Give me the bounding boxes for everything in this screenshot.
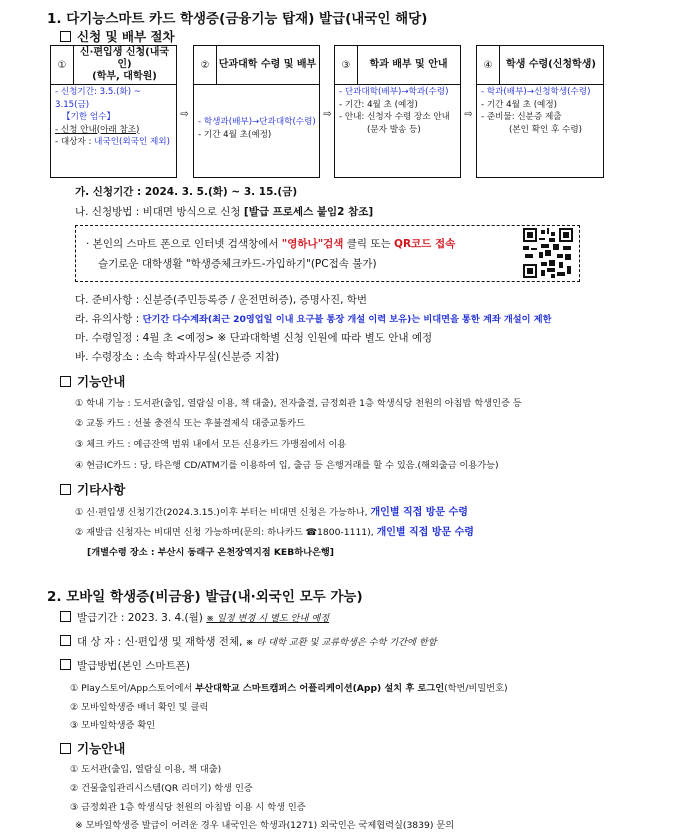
step-box-4 <box>476 45 604 178</box>
process-ref: [발급 프로세스 붙임2 참조] <box>243 206 374 218</box>
checkbox-icon <box>60 635 71 646</box>
step-box-3 <box>334 45 461 178</box>
other-item: ② 재발급 신청자는 비대면 신청 가능하며(문의: 하나카드 ☎1800-1111), 개인별 직접 방문 수령 <box>75 527 474 538</box>
process-heading <box>60 27 175 45</box>
item-na: 나. 신청방법 : 비대면 방식으로 신청 [발급 프로세스 붙임2 참조] <box>75 206 374 218</box>
s2-feature-item: ② 건물출입관리시스템(QR 리더기) 학생 인증 <box>70 783 253 794</box>
s2-feature-item: ③ 금정회관 1층 학생식당 천원의 아침밥 이용 시 학생 인증 <box>70 802 306 813</box>
step-num: ② <box>194 46 217 84</box>
checkbox-icon <box>60 484 71 495</box>
method-step: ② 모바일학생증 배너 확인 및 클릭 <box>70 702 209 713</box>
visit-place: [개별수령 장소 : 부산시 동래구 온천장역지점 KEB하나은행] <box>87 547 334 558</box>
step-title: 학과 배부 및 안내 <box>369 59 448 70</box>
checkbox-icon <box>60 659 71 670</box>
step-line: - 신청기간: 3.5.(화) ~ 3.15(금) <box>55 87 142 110</box>
step-box-1 <box>50 45 177 178</box>
step-line: 【기한 엄수】 <box>62 112 116 122</box>
item-ra: 라. 유의사항 : 단기간 다수계좌(최근 20영업일 이내 요구불 통장 개설 이력 보유)는 비대면을 통한 계좌 개설이 제한 <box>75 313 552 325</box>
step-line: - 기간 4월 초 (예정) <box>481 99 558 110</box>
checkbox-icon <box>60 31 71 42</box>
feature-item: ③ 체크 카드 : 예금잔액 범위 내에서 모든 신용카드 가맹점에서 이용 <box>75 439 347 450</box>
section2-title: 2. 모바일 학생증(비금융) 발급(내·외국인 모두 가능) <box>47 589 363 605</box>
step-title: 신·편입생 신청(내국인) (학부, 대학원) <box>79 47 170 82</box>
notice-box <box>75 225 580 282</box>
notice-line-1: · 본인의 스마트 폰으로 인터넷 검색창에서 "영하나"검색 클릭 또는 QR코드 접속 <box>86 238 456 250</box>
s2-feature-item: ① 도서관(출입, 열람실 이용, 책 대출) <box>70 764 222 775</box>
item-ba: 바. 수령장소 : 소속 학과사무실(신분증 지참) <box>75 351 280 363</box>
method-row: 발급방법(본인 스마트폰) <box>60 658 190 673</box>
target-row: 대 상 자 : 신·편입생 및 재학생 전체, ※ 타 대학 교환 및 교류학생은 수학 기간에 한함 <box>60 634 437 649</box>
step-line: (본인 확인 후 수령) <box>509 124 583 135</box>
arrow-icon: ⇨ <box>323 109 332 120</box>
step-line: - 신청 안내(아래 참조) <box>55 124 140 135</box>
other-item: ① 신·편입생 신청기간(2024.3.15.)이후 부터는 비대면 신청은 가능하나, 개인별 직접 방문 수령 <box>75 507 468 518</box>
arrow-icon: ⇨ <box>180 109 189 120</box>
step-line: - 대상자 : 내국인(외국인 제외) <box>55 137 170 147</box>
notice-line-2: 슬기로운 대학생활 "학생증체크카드-가입하기"(PC접속 불가) <box>98 258 377 270</box>
footnote: ※ 모바일학생증 발급이 어려운 경우 내국인은 학생과(1271) 외국인은 국제협력실(3839) 문의 <box>75 820 455 831</box>
feature-item: ② 교통 카드 : 선불 충전식 또는 후불결제식 대중교통카드 <box>75 418 305 429</box>
step-line: - 안내: 신청자 수령 장소 안내 <box>339 112 450 122</box>
step-num: ③ <box>335 46 358 84</box>
step-title: 단과대학 수령 및 배부 <box>218 59 317 70</box>
checkbox-icon <box>60 611 71 622</box>
item-da: 다. 준비사항 : 신분증(주민등록증 / 운전면허증), 증명사진, 학번 <box>75 294 368 306</box>
period-row: 발급기간 : 2023. 3. 4.(월) ※ 일정 변경 시 별도 안내 예정 <box>60 610 329 625</box>
step-line: - 학과(배부)→신청학생(수령) <box>481 87 591 97</box>
step-box-2 <box>193 45 320 178</box>
step-line: (문자 발송 등) <box>367 124 421 135</box>
qr-code-icon[interactable] <box>523 228 573 278</box>
step-num: ① <box>51 46 74 84</box>
s2-features-heading: 기능안내 <box>60 739 125 757</box>
process-heading-text: 신청 및 배부 절차 <box>77 29 175 44</box>
checkbox-icon <box>60 376 71 387</box>
step-line: - 준비물: 신분증 제출 <box>481 112 562 122</box>
step-num: ④ <box>477 46 500 84</box>
step-line: - 학생과(배부)→단과대학(수령) <box>198 117 316 127</box>
features-heading: 기능안내 <box>60 372 125 390</box>
step-line: - 단과대학(배부)→학과(수령) <box>339 87 449 97</box>
feature-item: ① 학내 기능 : 도서관(출입, 열람실 이용, 책 대출), 전자출결, 금정회관 1층 학생식당 천원의 아침밥 학생인증 등 <box>75 398 522 409</box>
item-ma: 마. 수령일정 : 4월 초 <예정> ※ 단과대학별 신청 인원에 따라 별도 안내 예정 <box>75 332 433 344</box>
arrow-icon: ⇨ <box>464 109 473 120</box>
step-line: - 기간 4월 초(예정) <box>198 129 272 140</box>
item-ga: 가. 신청기간 : 2024. 3. 5.(화) ~ 3. 15.(금) <box>75 186 298 198</box>
other-heading: 기타사항 <box>60 480 125 498</box>
section1-title: 1. 다기능스마트 카드 학생증(금융기능 탑재) 발급(내국인 해당) <box>47 11 428 27</box>
method-step: ① Play스토어/App스토어에서 부산대학교 스마트캠퍼스 어플리케이션(App) 설치 후 로그인(학번/비밀번호) <box>70 683 508 694</box>
step-title: 학생 수령(신청학생) <box>506 59 596 70</box>
feature-item: ④ 현금IC카드 : 당, 타은행 CD/ATM기를 이용하여 입, 출금 등 은행거래를 할 수 있음.(해외출금 이용가능) <box>75 460 499 471</box>
checkbox-icon <box>60 743 71 754</box>
step-line: - 기간: 4월 초 (예정) <box>339 99 418 110</box>
method-step: ③ 모바일학생증 확인 <box>70 720 156 731</box>
